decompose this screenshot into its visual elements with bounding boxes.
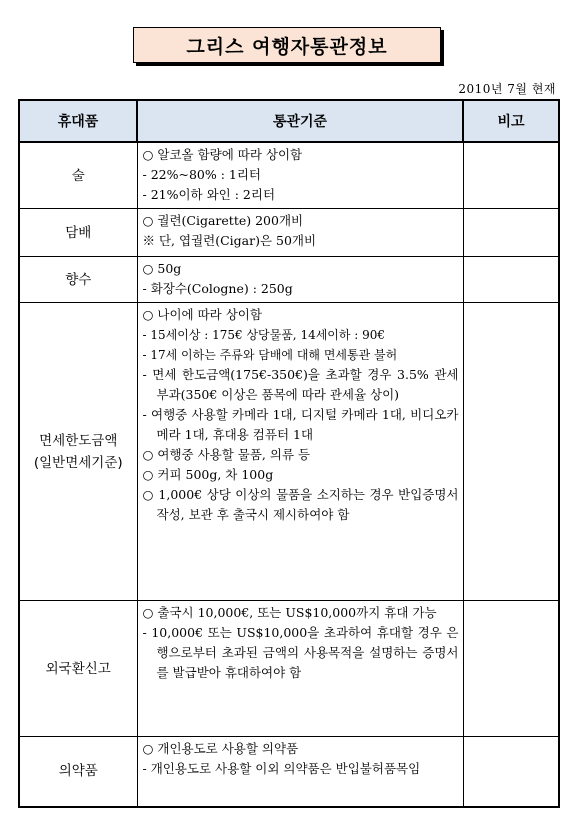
standard-line: - 21%이하 와인 : 2리터 — [142, 187, 276, 202]
row-standard — [137, 209, 463, 257]
date-note: 2010년 7월 현재 — [458, 82, 556, 96]
row-note — [463, 209, 559, 257]
standard-line: - 여행중 사용할 카메라 1대, 디지털 카메라 1대, 비디오카메라 1대, 휴대용 컴퓨터 1대 — [142, 407, 459, 442]
row-category: 담배 — [19, 209, 137, 257]
row-note — [463, 142, 559, 209]
standard-line: ○ 나이에 따라 상이함 — [142, 307, 262, 322]
standard-line: - 면세 한도금액(175€-350€)을 초과할 경우 3.5% 관세 부과(350€ 이상은 품목에 따라 관세율 상이) — [142, 367, 459, 402]
table-row — [19, 303, 559, 601]
standard-line: - 화장수(Cologne) : 250g — [142, 281, 293, 296]
row-category: 의약품 — [19, 737, 137, 807]
row-note — [463, 303, 559, 601]
header-item: 휴대품 — [19, 100, 137, 142]
standard-line: - 15세이상 : 175€ 상당물품, 14세이하 : 90€ — [142, 328, 386, 342]
standard-line: - 17세 이하는 주류와 담배에 대해 면세통관 불허 — [142, 348, 398, 362]
row-standard — [137, 257, 463, 303]
table-row — [19, 142, 559, 209]
row-category: 외국환신고 — [19, 601, 137, 737]
table-header-row — [19, 100, 559, 142]
standard-line: ○ 출국시 10,000€, 또는 US$10,000까지 휴대 가능 — [142, 605, 437, 620]
header-standard: 통관기준 — [137, 100, 463, 142]
standard-line: ※ 단, 엽궐련(Cigar)은 50개비 — [142, 233, 317, 248]
standard-line: ○ 50g — [142, 261, 182, 276]
standard-line: ○ 여행중 사용할 물품, 의류 등 — [142, 447, 311, 462]
row-standard — [137, 303, 463, 601]
row-category: 술 — [19, 142, 137, 209]
standard-line: ○ 1,000€ 상당 이상의 물품을 소지하는 경우 반입증명서 작성, 보관 후 출국시 제시하여야 함 — [142, 487, 459, 522]
table-row — [19, 737, 559, 807]
standard-line: - 개인용도로 사용할 이외 의약품은 반입불허품목임 — [142, 761, 421, 776]
standard-line: ○ 궐련(Cigarette) 200개비 — [142, 213, 304, 228]
row-note — [463, 737, 559, 807]
row-standard — [137, 601, 463, 737]
row-category-label: 면세한도금액 — [39, 432, 118, 449]
standard-line: ○ 알코올 함량에 따라 상이함 — [142, 147, 303, 162]
standard-line: - 22%~80% : 1리터 — [142, 167, 261, 182]
customs-table — [18, 99, 560, 808]
header-note: 비고 — [463, 100, 559, 142]
row-category: 향수 — [19, 257, 137, 303]
row-standard — [137, 142, 463, 209]
row-standard — [137, 737, 463, 807]
standard-line: ○ 개인용도로 사용할 의약품 — [142, 741, 299, 756]
table-row — [19, 257, 559, 303]
row-note — [463, 257, 559, 303]
table-row — [19, 601, 559, 737]
standard-line: ○ 커피 500g, 차 100g — [142, 467, 274, 482]
row-category-sub: (일반면세기준) — [33, 454, 123, 471]
standard-line: - 10,000€ 또는 US$10,000을 초과하여 휴대할 경우 은행으로부터 초과된 금액의 사용목적을 설명하는 증명서를 발급받아 휴대하여야 함 — [142, 625, 459, 680]
table-row — [19, 209, 559, 257]
row-category — [19, 303, 137, 601]
row-note — [463, 601, 559, 737]
page-title: 그리스 여행자통관정보 — [133, 27, 441, 63]
